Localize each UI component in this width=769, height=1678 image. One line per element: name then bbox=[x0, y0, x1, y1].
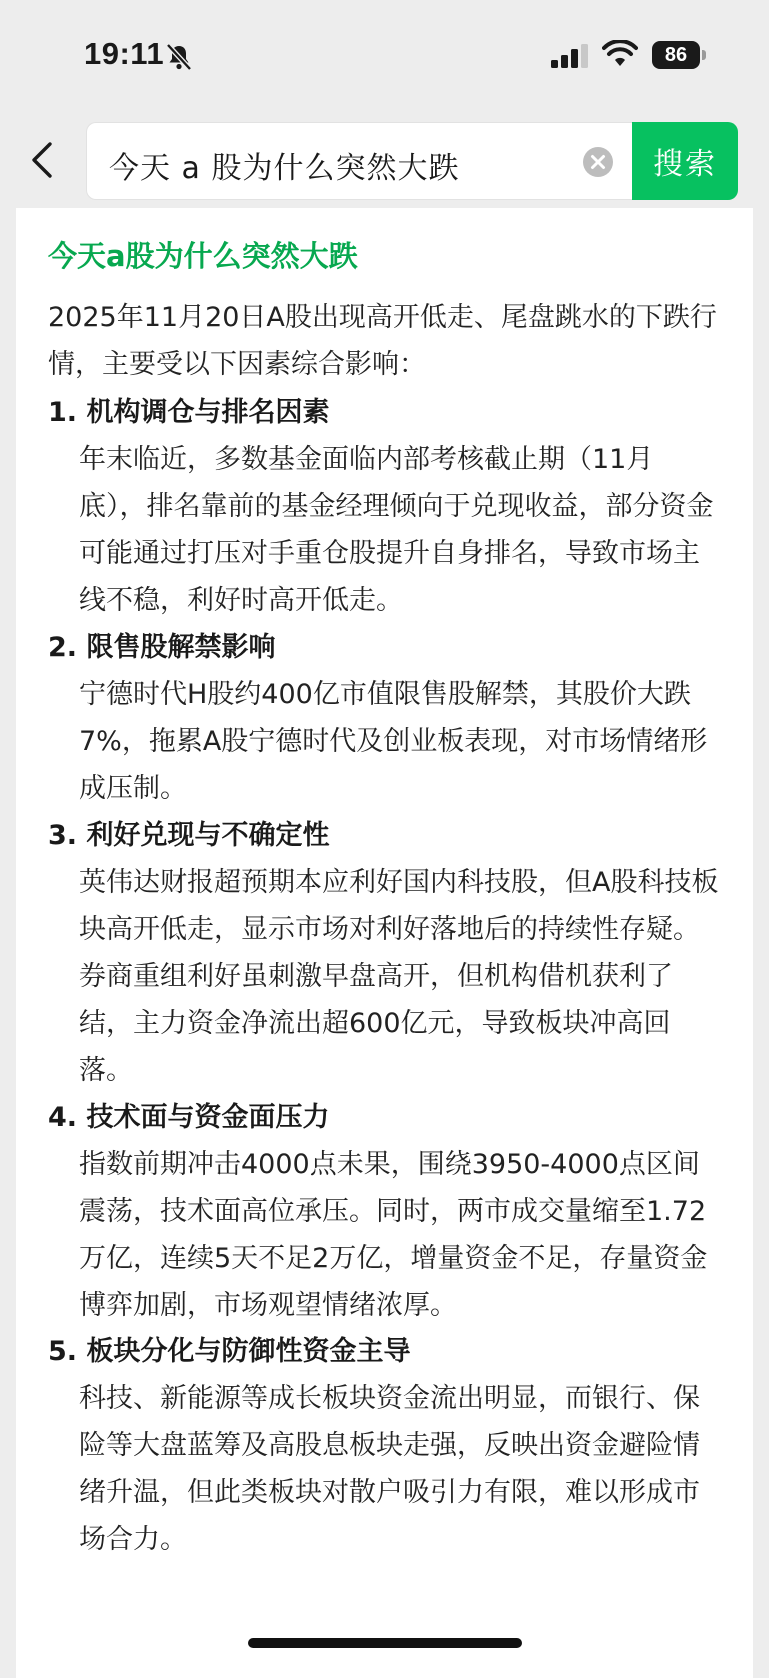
answer-title[interactable]: 今天a股为什么突然大跌 bbox=[48, 239, 358, 273]
search-query[interactable]: 今天 a 股为什么突然大跌 bbox=[109, 151, 460, 186]
search-input[interactable] bbox=[86, 122, 632, 200]
answer-card bbox=[16, 208, 753, 1678]
list-item bbox=[48, 1329, 738, 1563]
cellular-signal-icon bbox=[551, 44, 591, 68]
status-bar bbox=[0, 0, 769, 112]
list-item-body: 宁德时代H股约400亿市值限售股解禁，其股价大跌7%，拖累A股宁德时代及创业板表现，对市场情绪形成压制。 bbox=[79, 679, 708, 804]
clear-circle-icon[interactable] bbox=[581, 145, 615, 179]
answer-intro: 2025年11月20日A股出现高开低走、尾盘跳水的下跌行情，主要受以下因素综合影响： bbox=[48, 302, 717, 380]
wifi-icon bbox=[602, 40, 638, 68]
bell-slash-icon bbox=[164, 42, 194, 72]
list-item bbox=[48, 390, 738, 624]
list-item-body: 指数前期冲击4000点未果，围绕3950-4000点区间震荡，技术面高位承压。同时，两市成交量缩至1.72万亿，连续5天不足2万亿，增量资金不足，存量资金博弈加剧，市场观望情绪浓厚。 bbox=[79, 1149, 708, 1321]
list-item-body: 科技、新能源等成长板块资金流出明显，而银行、保险等大盘蓝筹及高股息板块走强，反映出资金避险情绪升温，但此类板块对散户吸引力有限，难以形成市场合力。 bbox=[79, 1383, 700, 1555]
status-time: 19:11 bbox=[84, 36, 165, 71]
list-item-heading: 4. 技术面与资金面压力 bbox=[48, 1102, 330, 1133]
home-indicator[interactable] bbox=[248, 1638, 522, 1648]
battery-indicator: 86 bbox=[652, 41, 700, 69]
list-item-heading: 3. 利好兑现与不确定性 bbox=[48, 820, 330, 851]
search-bar bbox=[0, 112, 769, 208]
list-item-heading: 2. 限售股解禁影响 bbox=[48, 632, 276, 663]
list-item-body: 英伟达财报超预期本应利好国内科技股，但A股科技板块高开低走，显示市场对利好落地后的持续性存疑。券商重组利好虽刺激早盘高开，但机构借机获利了结，主力资金净流出超600亿元，导致板块冲高回落。 bbox=[79, 867, 719, 1086]
list-item-heading: 5. 板块分化与防御性资金主导 bbox=[48, 1336, 411, 1367]
search-button[interactable]: 搜索 bbox=[632, 122, 738, 200]
list-item bbox=[48, 813, 738, 1094]
list-item bbox=[48, 625, 738, 812]
battery-tip bbox=[702, 50, 706, 60]
list-item bbox=[48, 1095, 738, 1329]
chevron-left-icon[interactable] bbox=[28, 140, 58, 180]
list-item-body: 年末临近，多数基金面临内部考核截止期（11月底），排名靠前的基金经理倾向于兑现收益，部分资金可能通过打压对手重仓股提升自身排名，导致市场主线不稳，利好时高开低走。 bbox=[79, 444, 714, 616]
list-item-heading: 1. 机构调仓与排名因素 bbox=[48, 397, 330, 428]
